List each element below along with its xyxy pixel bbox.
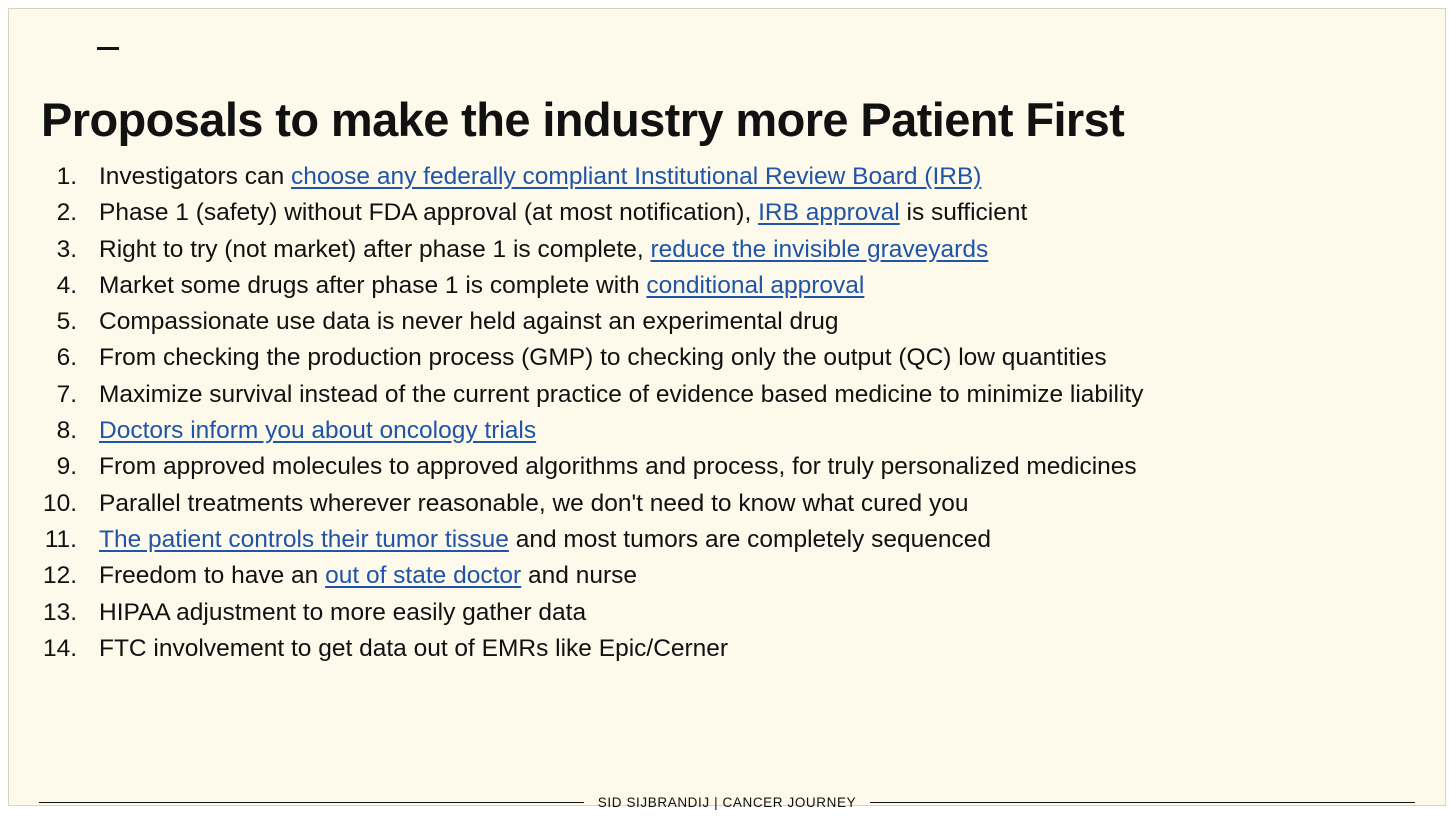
footer-rule-left (39, 802, 584, 803)
list-item-link[interactable]: out of state doctor (325, 562, 522, 590)
list-item-text (99, 235, 1421, 263)
list-item (41, 235, 1421, 274)
list-item-text (99, 201, 1421, 226)
footer-rule-right (870, 802, 1415, 803)
list-item (41, 201, 1421, 237)
list-item-text (99, 634, 1421, 662)
list-item-text-run: Parallel treatments wherever reasonable, we don't need to know what cured you (99, 489, 969, 517)
list-item-link[interactable]: reduce the invisible graveyards (650, 235, 989, 263)
list-item-number: 3. (56, 235, 77, 263)
title-dash-decoration (97, 47, 119, 50)
list-item (41, 489, 1421, 528)
list-item-text (99, 380, 1421, 408)
list-item (41, 564, 1421, 600)
list-item-text-run: From checking the production process (GMP) to checking only the output (QC) low quantities (99, 344, 1107, 372)
list-item-text-run: FTC involvement to get data out of EMRs like Epic/Cerner (99, 634, 729, 662)
list-item (41, 165, 1421, 201)
footer-text: SID SIJBRANDIJ | CANCER JOURNEY (597, 795, 857, 810)
proposal-list (41, 165, 1421, 673)
list-item-text (99, 455, 1421, 480)
list-item-text-run: HIPAA adjustment to more easily gather data (99, 598, 587, 626)
list-item-text-run: Maximize survival instead of the current practice of evidence based medicine to minimize liability (99, 380, 1144, 408)
list-item-number: 5. (56, 308, 77, 336)
list-item-text (99, 165, 1421, 190)
list-item-text (99, 419, 1421, 444)
list-item-link[interactable]: IRB approval (758, 199, 900, 227)
list-item-number: 7. (56, 380, 77, 408)
slide-footer (9, 795, 1445, 810)
list-item-text (99, 310, 1421, 335)
list-item (41, 525, 1421, 564)
list-item (41, 455, 1421, 491)
slide-canvas (8, 8, 1446, 810)
list-item (41, 380, 1421, 419)
list-item (41, 634, 1421, 673)
list-item-number: 6. (56, 344, 77, 372)
list-item-text-run: From approved molecules to approved algorithms and process, for truly personalized medicines (99, 453, 1137, 481)
page-title: Proposals to make the industry more Patient First (41, 93, 1125, 147)
list-item (41, 271, 1421, 310)
list-item-link[interactable]: The patient controls their tumor tissue (99, 525, 509, 553)
list-item-text-run: Freedom to have an (99, 562, 326, 590)
list-item-number: 14. (42, 634, 77, 662)
list-item (41, 346, 1421, 382)
list-item-number: 1. (56, 163, 77, 190)
list-item-number: 8. (56, 417, 77, 445)
list-item-text-run: and nurse (521, 562, 637, 590)
list-item-text-run: Market some drugs after phase 1 is complete with (99, 271, 647, 299)
list-item-text-run: Investigators can (99, 163, 292, 190)
list-item-number: 11. (44, 525, 77, 553)
list-item-text-run: is sufficient (899, 199, 1028, 227)
list-item-link[interactable]: conditional approval (646, 271, 865, 299)
list-item-link[interactable]: Doctors inform you about oncology trials (99, 417, 537, 445)
list-item (41, 598, 1421, 637)
list-item-text (99, 346, 1421, 371)
list-item-text (99, 525, 1421, 553)
list-item-text (99, 598, 1421, 626)
list-item-text-run: and most tumors are completely sequenced (508, 525, 991, 553)
list-item-text-run: Right to try (not market) after phase 1 is complete, (99, 235, 651, 263)
list-item-number: 10. (42, 489, 77, 517)
list-item (41, 419, 1421, 455)
list-item-text-run: Compassionate use data is never held against an experimental drug (99, 308, 839, 336)
list-item-text (99, 489, 1421, 517)
list-item-number: 9. (56, 453, 77, 481)
list-item-text (99, 564, 1421, 589)
list-item-number: 2. (56, 199, 77, 227)
list-item (41, 310, 1421, 346)
list-item-number: 13. (42, 598, 77, 626)
list-item-text-run: Phase 1 (safety) without FDA approval (at most notification), (99, 199, 759, 227)
list-item-number: 4. (56, 271, 77, 299)
list-item-number: 12. (42, 562, 77, 590)
list-item-link[interactable]: choose any federally compliant Institutional Review Board (IRB) (291, 163, 982, 190)
list-item-text (99, 271, 1421, 299)
